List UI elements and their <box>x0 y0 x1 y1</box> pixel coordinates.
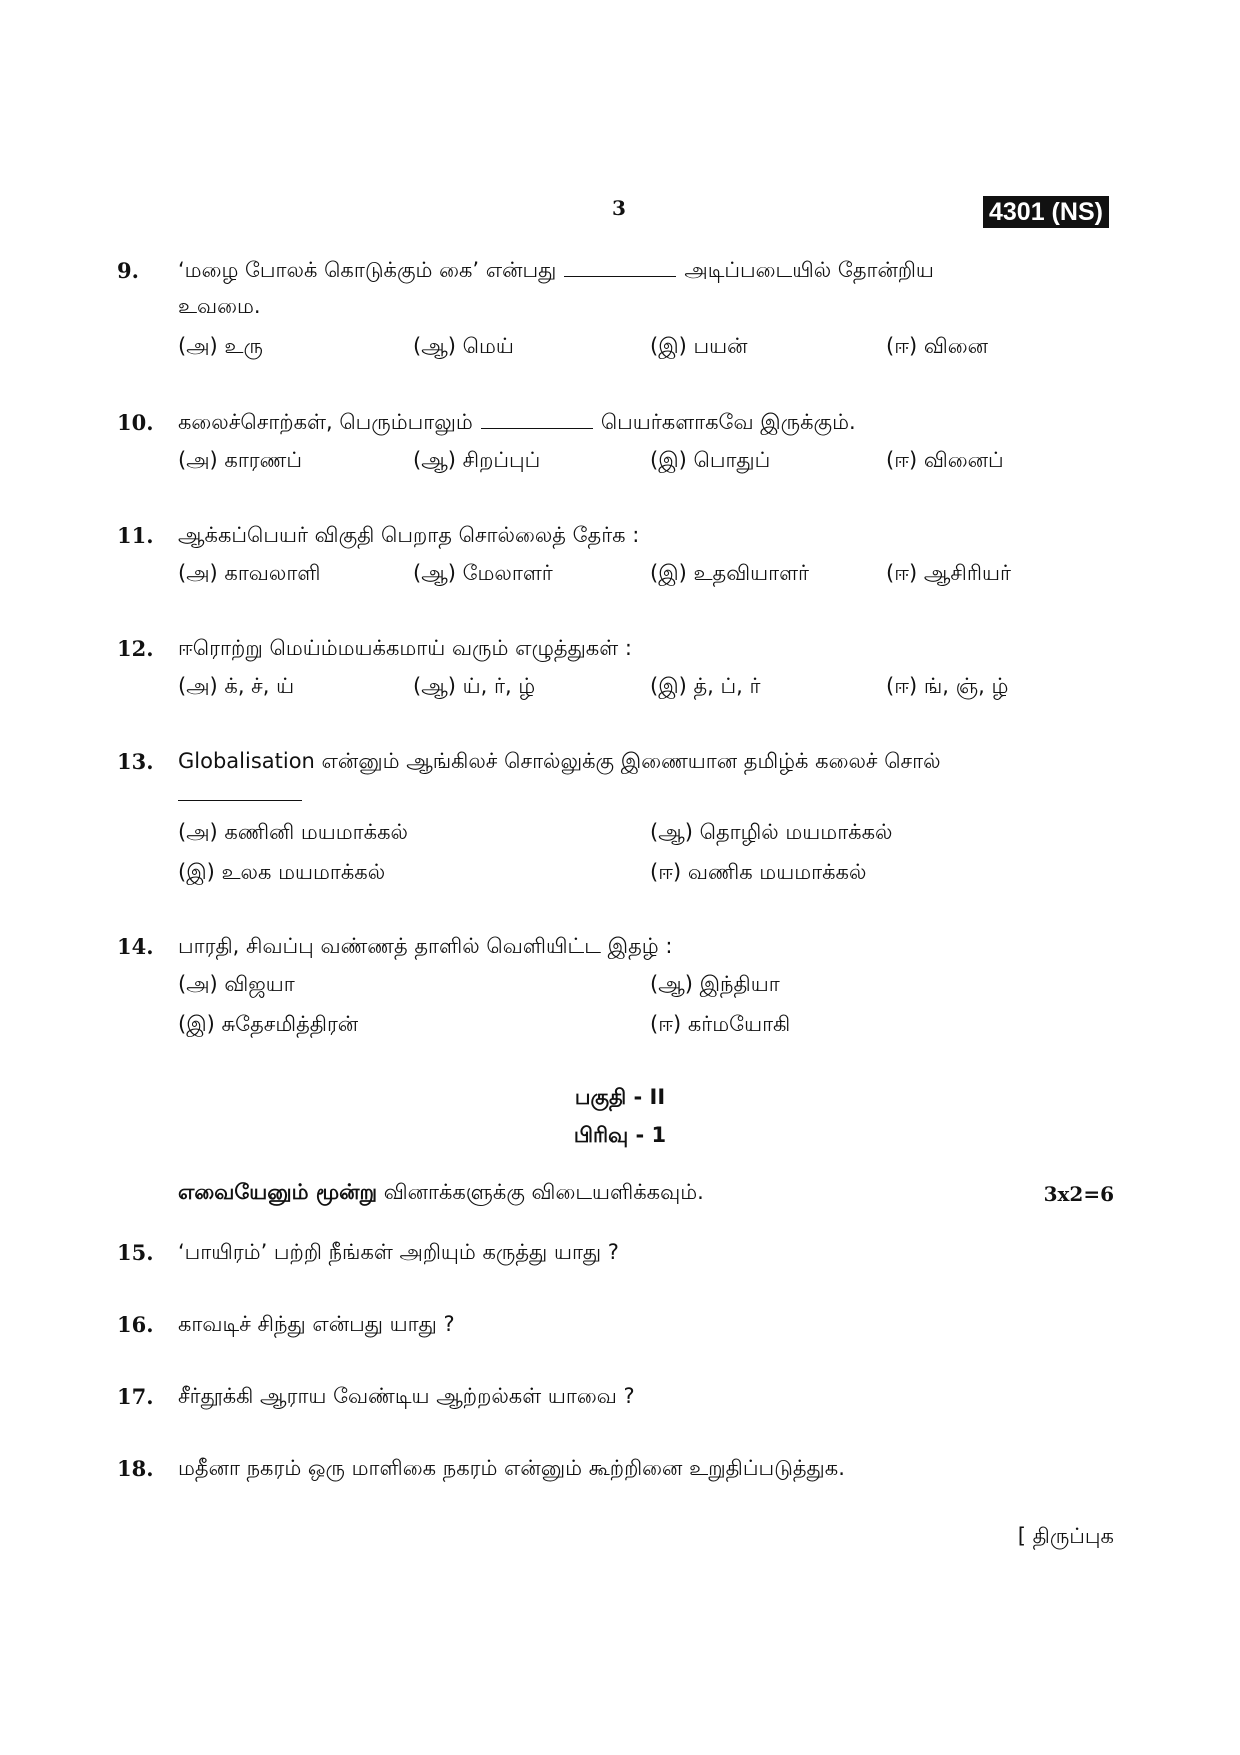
instruction-emphasis: எவையேனும் மூன்று <box>178 1180 378 1204</box>
option: (ஈ) ஆசிரியர் <box>886 561 1011 585</box>
question-number: 12. <box>117 636 154 661</box>
option: (ஈ) வினை <box>886 334 988 358</box>
question-text-part: பெயர்களாகவே இருக்கும். <box>600 410 856 434</box>
question-text: ‘பாயிரம்’ பற்றி நீங்கள் அறியும் கருத்து யாது ? <box>178 1240 619 1264</box>
question-number: 16. <box>117 1312 154 1337</box>
question-text: Globalisation என்னும் ஆங்கிலச் சொல்லுக்கு இணையான தமிழ்க் கலைச் சொல் <box>178 749 941 773</box>
question-number: 18. <box>117 1456 154 1481</box>
option: (இ) உதவியாளர் <box>650 561 810 585</box>
option: (ஆ) இந்தியா <box>650 972 780 996</box>
question-number: 15. <box>117 1240 154 1265</box>
page-number: 3 <box>612 196 626 220</box>
section-division-heading: பிரிவு - 1 <box>573 1123 667 1147</box>
paper-code-badge: 4301 (NS) <box>983 196 1109 228</box>
question-number: 17. <box>117 1384 154 1409</box>
option: (இ) த், ப், ர் <box>650 674 761 698</box>
option: (இ) பயன் <box>650 334 748 358</box>
question-number: 13. <box>117 749 154 774</box>
option: (ஈ) வணிக மயமாக்கல் <box>650 860 867 884</box>
option: (ஈ) ங், ஞ், ழ் <box>886 674 1009 698</box>
question-text: ஈரொற்று மெய்ம்மயக்கமாய் வரும் எழுத்துகள் : <box>178 636 632 660</box>
question-text: காவடிச் சிந்து என்பது யாது ? <box>178 1312 455 1336</box>
question-text: சீர்தூக்கி ஆராய வேண்டிய ஆற்றல்கள் யாவை ? <box>178 1384 635 1408</box>
option: (அ) க், ச், ய் <box>178 674 295 698</box>
question-number: 9. <box>117 258 139 283</box>
option: (இ) பொதுப் <box>650 448 771 472</box>
option: (இ) சுதேசமித்திரன் <box>178 1012 359 1036</box>
question-text-part: ‘மழை போலக் கொடுக்கும் கை’ என்பது <box>178 258 557 282</box>
option: (இ) உலக மயமாக்கல் <box>178 860 386 884</box>
option: (ஈ) வினைப் <box>886 448 1004 472</box>
fill-blank <box>481 426 593 429</box>
question-text-part: அடிப்படையில் தோன்றிய <box>684 258 934 282</box>
option: (ஈ) கர்மயோகி <box>650 1012 791 1036</box>
option: (ஆ) தொழில் மயமாக்கல் <box>650 820 893 844</box>
option: (ஆ) ய், ர், ழ் <box>413 674 536 698</box>
instruction-text: வினாக்களுக்கு விடையளிக்கவும். <box>383 1180 704 1204</box>
question-text: மதீனா நகரம் ஒரு மாளிகை நகரம் என்னும் கூற்றினை உறுதிப்படுத்துக. <box>178 1456 845 1480</box>
question-number: 11. <box>117 523 154 548</box>
question-number: 14. <box>117 934 154 959</box>
option: (அ) காரணப் <box>178 448 303 472</box>
option: (ஆ) சிறப்புப் <box>413 448 541 472</box>
option: (அ) கணினி மயமாக்கல் <box>178 820 408 844</box>
option: (அ) விஜயா <box>178 972 295 996</box>
question-text <box>178 404 1098 440</box>
fill-blank <box>564 274 676 277</box>
option: (ஆ) மேலாளர் <box>413 561 553 585</box>
turn-over-note: [ திருப்புக <box>1017 1524 1114 1548</box>
question-text-part: கலைச்சொற்கள், பெரும்பாலும் <box>178 410 473 434</box>
section-part-heading: பகுதி - II <box>574 1085 666 1109</box>
question-text <box>178 252 1098 324</box>
option: (அ) காவலாளி <box>178 561 321 585</box>
option: (ஆ) மெய் <box>413 334 514 358</box>
question-text: ஆக்கப்பெயர் விகுதி பெறாத சொல்லைத் தேர்க : <box>178 523 640 547</box>
question-text: பாரதி, சிவப்பு வண்ணத் தாளில் வெளியிட்ட இதழ் : <box>178 934 673 958</box>
fill-blank <box>178 800 302 801</box>
marks-allocation: 3x2=6 <box>1043 1182 1114 1206</box>
question-number: 10. <box>117 410 154 435</box>
question-text-part: உவமை. <box>178 294 261 318</box>
section-instruction <box>178 1180 704 1207</box>
option: (அ) உரு <box>178 334 263 358</box>
